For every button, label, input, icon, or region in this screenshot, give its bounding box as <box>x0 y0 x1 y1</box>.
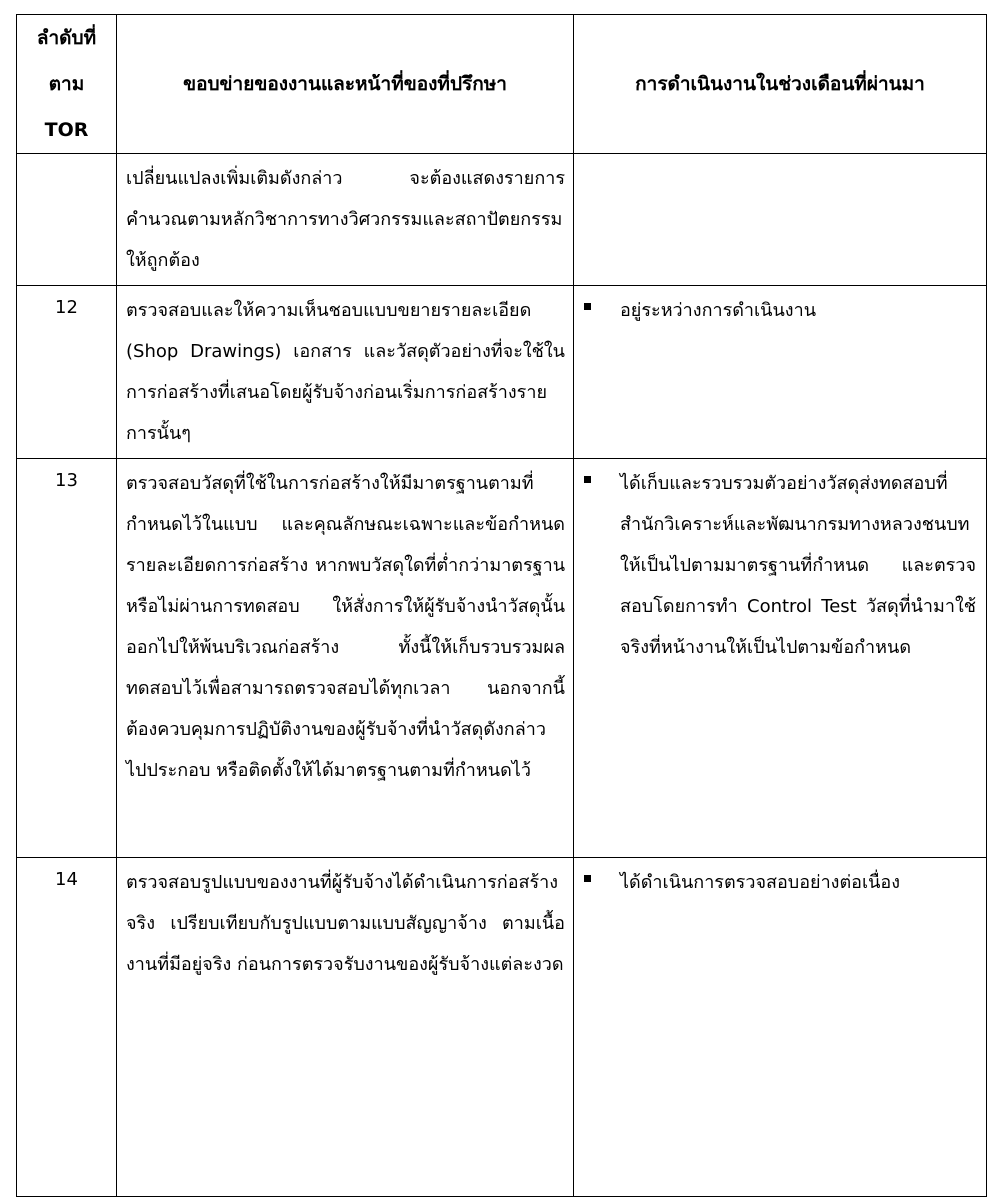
row-scope-text: เปลี่ยนแปลงเพิ่มเติมดังกล่าว จะต้องแสดงรายการคำนวณตามหลักวิชาการทางวิศวกรรมและสถาปัตยกรรมให้ถูกต้อง <box>126 168 565 271</box>
row-scope <box>117 858 574 1197</box>
row-status <box>574 459 987 858</box>
table-row <box>17 858 987 1197</box>
square-bullet-icon <box>584 476 591 483</box>
header-tor-number <box>17 15 117 154</box>
table-header-row <box>17 15 987 154</box>
header-no-line3: TOR <box>44 119 89 141</box>
row-number: 12 <box>17 286 117 459</box>
row-status <box>574 858 987 1197</box>
header-no-line1: ลำดับที่ <box>36 27 97 49</box>
row-scope-text: ตรวจสอบและให้ความเห็นชอบแบบขยายรายละเอียด (Shop Drawings) เอกสาร และวัสดุตัวอย่างที่จะใช้ในการก่อสร้างที่เสนอโดยผู้รับจ้างก่อนเริ่มการก่อสร้างรายการนั้นๆ <box>126 300 565 444</box>
table-row <box>17 286 987 459</box>
header-no-line2: ตาม <box>48 73 85 95</box>
header-scope: ขอบข่ายของงานและหน้าที่ของที่ปรึกษา <box>117 15 574 154</box>
status-bullet-list <box>582 290 976 331</box>
table-row <box>17 459 987 858</box>
header-status: การดำเนินงานในช่วงเดือนที่ผ่านมา <box>574 15 987 154</box>
square-bullet-icon <box>584 875 591 882</box>
status-bullet-item <box>582 290 976 331</box>
status-bullet-item <box>582 862 976 903</box>
status-bullet-list <box>582 862 976 903</box>
tor-table <box>16 14 987 1197</box>
table-row <box>17 154 987 286</box>
square-bullet-icon <box>584 303 591 310</box>
row-scope-text: ตรวจสอบรูปแบบของงานที่ผู้รับจ้างได้ดำเนินการก่อสร้างจริง เปรียบเทียบกับรูปแบบตามแบบสัญญาจ้าง ตามเนื้องานที่มีอยู่จริง ก่อนการตรวจรับงานของผู้รับจ้างแต่ละงวด <box>126 872 565 975</box>
status-text: ได้เก็บและรวบรวมตัวอย่างวัสดุส่งทดสอบที่สำนักวิเคราะห์และพัฒนากรมทางหลวงชนบท ให้เป็นไปตามมาตรฐานที่กำหนด และตรวจสอบโดยการทำ Control Test วัสดุที่นำมาใช้จริงที่หน้างานให้เป็นไปตามข้อกำหนด <box>620 473 976 658</box>
row-scope <box>117 154 574 286</box>
row-status <box>574 286 987 459</box>
row-number: 14 <box>17 858 117 1197</box>
row-scope <box>117 459 574 858</box>
row-status <box>574 154 987 286</box>
status-bullet-item <box>582 463 976 668</box>
row-number <box>17 154 117 286</box>
status-text: ได้ดำเนินการตรวจสอบอย่างต่อเนื่อง <box>620 872 901 893</box>
status-text: อยู่ระหว่างการดำเนินงาน <box>620 300 816 321</box>
row-scope <box>117 286 574 459</box>
row-number: 13 <box>17 459 117 858</box>
status-bullet-list <box>582 463 976 668</box>
row-scope-text: ตรวจสอบวัสดุที่ใช้ในการก่อสร้างให้มีมาตรฐานตามที่กำหนดไว้ในแบบ และคุณลักษณะเฉพาะและข้อกำหนดรายละเอียดการก่อสร้าง หากพบวัสดุใดที่ต่ำกว่ามาตรฐานหรือไม่ผ่านการทดสอบ ให้สั่งการให้ผู้รับจ้างนำวัสดุนั้นออกไปให้พ้นบริเวณก่อสร้าง ทั้งนี้ให้เก็บรวบรวมผลทดสอบไว้เพื่อสามารถตรวจสอบได้ทุกเวลา นอกจากนี้ต้องควบคุมการปฏิบัติงานของผู้รับจ้างที่นำวัสดุดังกล่าวไปประกอบ หรือติดตั้งให้ได้มาตรฐานตามที่กำหนดไว้ <box>126 473 565 781</box>
